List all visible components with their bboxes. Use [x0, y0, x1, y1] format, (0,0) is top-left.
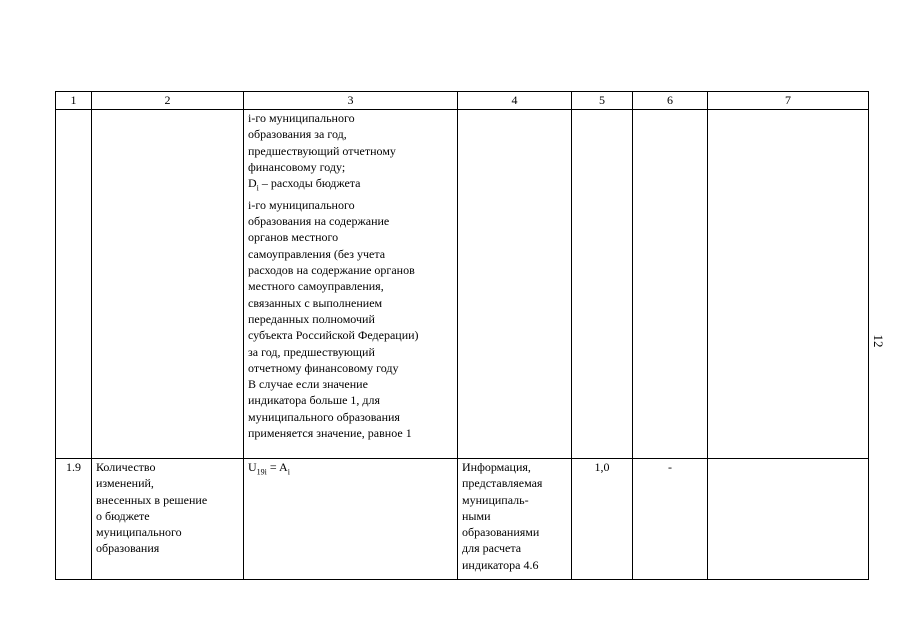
- name-line: изменений,: [96, 476, 154, 491]
- data-source: [458, 459, 572, 580]
- desc-line: субъекта Российской Федерации): [248, 328, 419, 343]
- desc-line: i-го муниципального: [248, 111, 355, 125]
- cell-continued-col5: [572, 110, 633, 459]
- source-line: индикатора 4.6: [462, 557, 539, 572]
- desc-line: применяется значение, равное 1: [248, 426, 412, 441]
- desc-line: предшествующий отчетному: [248, 143, 396, 158]
- cell-continued-col2: [92, 110, 244, 459]
- name-line: образования: [96, 541, 160, 556]
- source-line: представляемая: [462, 476, 543, 491]
- desc-line-d-text: – расходы бюджета: [261, 176, 361, 191]
- cell-continued-col7: [708, 110, 869, 459]
- desc-line: образования за год,: [248, 127, 347, 142]
- desc-line: i-го муниципального: [248, 197, 355, 212]
- header-col-4: 4: [458, 92, 572, 110]
- desc-line: самоуправления (без учета: [248, 246, 386, 261]
- formula-eq: = A: [266, 460, 288, 474]
- table-row-1-9: [56, 459, 869, 580]
- name-line: муниципального: [96, 525, 182, 540]
- desc-line: органов местного: [248, 230, 339, 245]
- source-line: ными: [462, 508, 491, 523]
- source-line: для расчета: [462, 541, 522, 556]
- desc-line: переданных полномочий: [248, 311, 375, 326]
- source-line: образованиями: [462, 525, 540, 540]
- desc-line: индикатора больше 1, для: [248, 393, 381, 408]
- cell-continued-formula-description: [244, 110, 458, 459]
- header-col-5: 5: [572, 92, 633, 110]
- indicator-value: 1,0: [572, 459, 633, 580]
- d-symbol: D: [248, 176, 257, 191]
- desc-line: отчетному финансовому году: [248, 360, 399, 375]
- desc-line: образования на содержание: [248, 214, 390, 229]
- name-line: внесенных в решение: [96, 492, 208, 507]
- indicator-col6: -: [633, 459, 708, 580]
- indicator-name: [92, 459, 244, 580]
- formula-u: U: [248, 460, 257, 474]
- formula-a-index: i: [287, 467, 290, 477]
- cell-continued-col6: [633, 110, 708, 459]
- name-line: Количество: [96, 460, 156, 474]
- header-col-2: 2: [92, 92, 244, 110]
- indicator-formula: [244, 459, 458, 580]
- indicator-col7: [708, 459, 869, 580]
- table-header-row: [56, 92, 869, 110]
- table-row-continued: [56, 110, 869, 459]
- desc-line: муниципального образования: [248, 409, 400, 424]
- desc-line: В случае если значение: [248, 377, 368, 392]
- desc-line: финансовому году;: [248, 159, 346, 174]
- page-number: 12: [871, 334, 886, 348]
- formula-u-index: 19i: [256, 467, 267, 477]
- cell-continued-col1: [56, 110, 92, 459]
- source-line: муниципаль-: [462, 492, 529, 507]
- header-col-6: 6: [633, 92, 708, 110]
- desc-line: за год, предшествующий: [248, 344, 375, 359]
- desc-line: расходов на содержание органов: [248, 263, 415, 278]
- name-line: о бюджете: [96, 508, 150, 523]
- header-col-7: 7: [708, 92, 869, 110]
- desc-line: связанных с выполнением: [248, 295, 383, 310]
- desc-line-d: [248, 175, 453, 197]
- desc-line: местного самоуправления,: [248, 279, 384, 294]
- source-line: Информация,: [462, 460, 531, 474]
- row-number: 1.9: [56, 459, 92, 580]
- formula: [248, 459, 453, 481]
- header-col-1: 1: [56, 92, 92, 110]
- header-col-3: 3: [244, 92, 458, 110]
- d-index: i: [256, 183, 259, 193]
- document-table: [55, 91, 869, 580]
- cell-continued-col4: [458, 110, 572, 459]
